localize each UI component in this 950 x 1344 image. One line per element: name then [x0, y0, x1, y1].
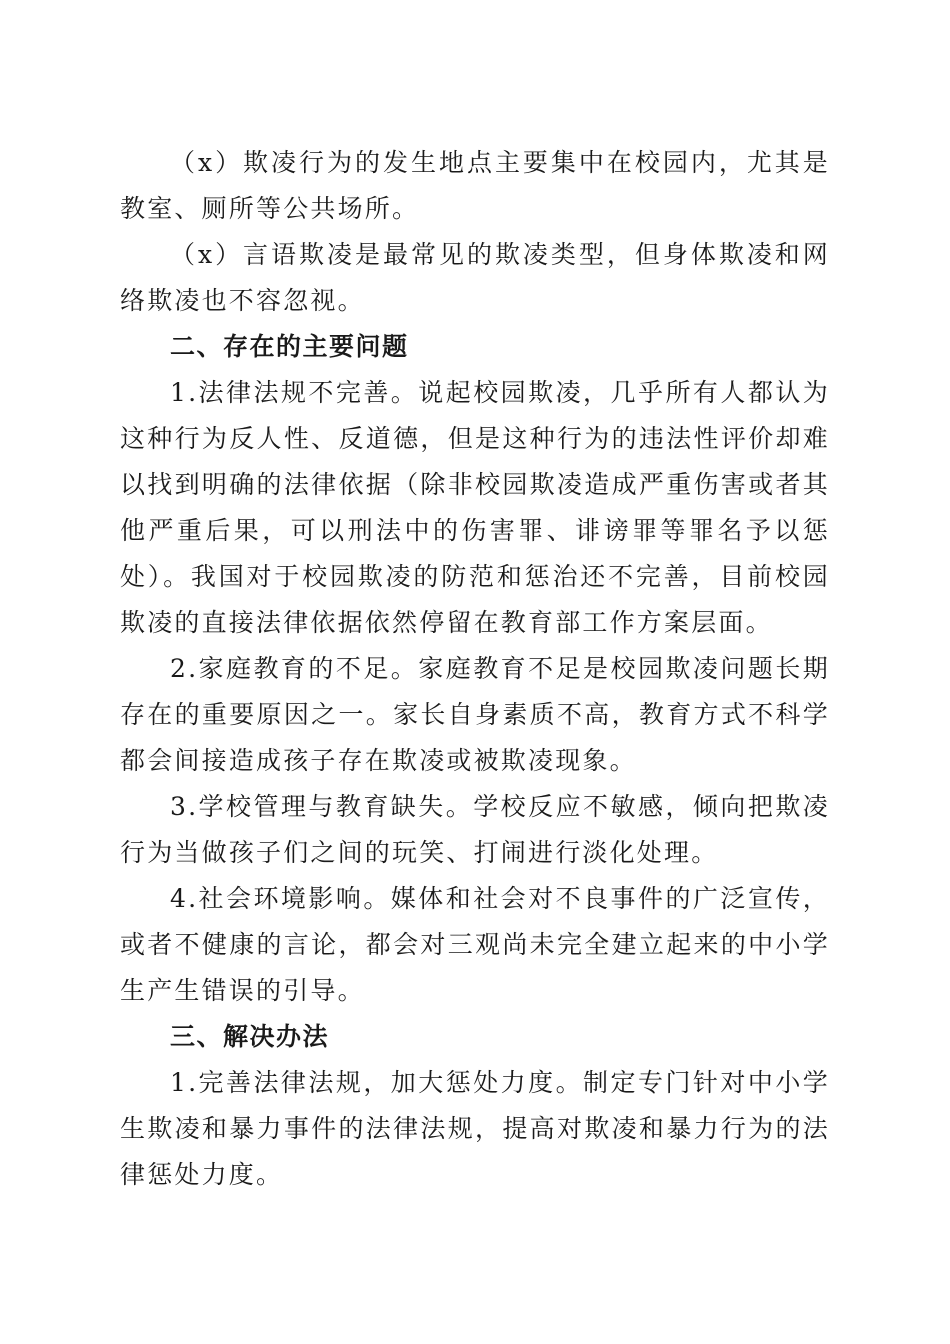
paragraph-bullying-types: （x）言语欺凌是最常见的欺凌类型，但身体欺凌和网络欺凌也不容忽视。 — [120, 240, 830, 315]
document-body — [120, 140, 830, 1198]
paragraph-location: （x）欺凌行为的发生地点主要集中在校园内，尤其是教室、厕所等公共场所。 — [120, 148, 830, 223]
paragraph-solution-laws: 1.完善法律法规，加大惩处力度。制定专门针对中小学生欺凌和暴力事件的法律法规，提高对欺凌和暴力行为的法律惩处力度。 — [120, 1068, 830, 1189]
paragraph-problem-laws: 1.法律法规不完善。说起校园欺凌，几乎所有人都认为这种行为反人性、反道德，但是这种行为的违法性评价却难以找到明确的法律依据（除非校园欺凌造成严重伤害或者其他严重后果，可以刑法中的伤害罪、诽谤罪等罪名予以惩处）。我国对于校园欺凌的防范和惩治还不完善，目前校园欺凌的直接法律依据依然停留在教育部工作方案层面。 — [120, 378, 830, 637]
paragraph-problem-school: 3.学校管理与教育缺失。学校反应不敏感，倾向把欺凌行为当做孩子们之间的玩笑、打闹进行淡化处理。 — [120, 792, 830, 867]
section-heading-solutions: 三、解决办法 — [170, 1022, 330, 1051]
paragraph-problem-society: 4.社会环境影响。媒体和社会对不良事件的广泛宣传，或者不健康的言论，都会对三观尚未完全建立起来的中小学生产生错误的引导。 — [120, 884, 830, 1005]
section-heading-problems: 二、存在的主要问题 — [170, 332, 409, 361]
paragraph-problem-family: 2.家庭教育的不足。家庭教育不足是校园欺凌问题长期存在的重要原因之一。家长自身素质不高，教育方式不科学都会间接造成孩子存在欺凌或被欺凌现象。 — [120, 654, 830, 775]
